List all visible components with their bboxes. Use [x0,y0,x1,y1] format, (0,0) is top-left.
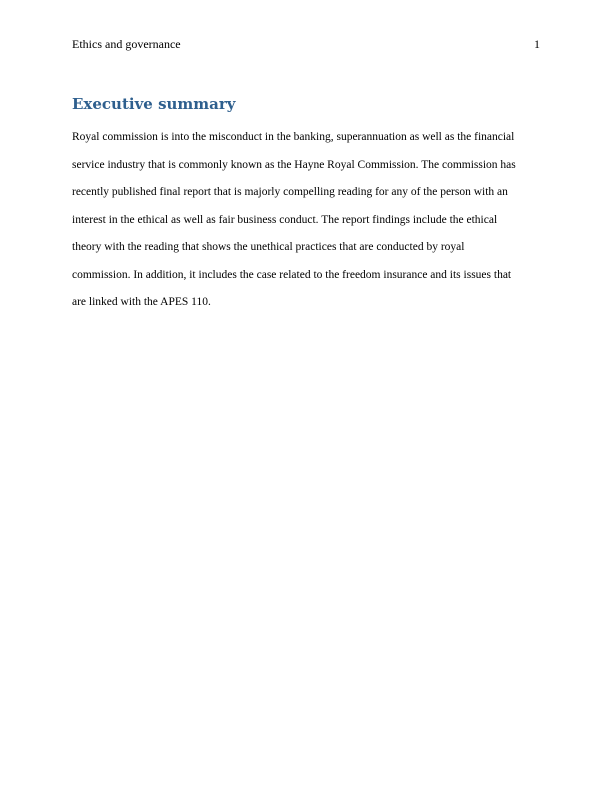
summary-paragraph [72,124,540,317]
paragraph-line: are linked with the APES 110. [72,296,211,308]
page-header [72,36,540,52]
paragraph-line: theory with the reading that shows the unethical practices that are conducted by royal [72,241,465,253]
page-number: 1 [534,37,540,51]
section-heading: Executive summary [72,95,236,113]
paragraph-line: recently published final report that is majorly compelling reading for any of the person with an [72,186,508,198]
paragraph-line: interest in the ethical as well as fair business conduct. The report findings include the ethical [72,213,498,226]
paragraph-line: service industry that is commonly known as the Hayne Royal Commission. The commission has [72,158,516,171]
header-title: Ethics and governance [72,37,181,51]
paragraph-line: commission. In addition, it includes the case related to the freedom insurance and its issues that [72,268,512,281]
paragraph-line: Royal commission is into the misconduct in the banking, superannuation as well as the financial [72,131,515,143]
